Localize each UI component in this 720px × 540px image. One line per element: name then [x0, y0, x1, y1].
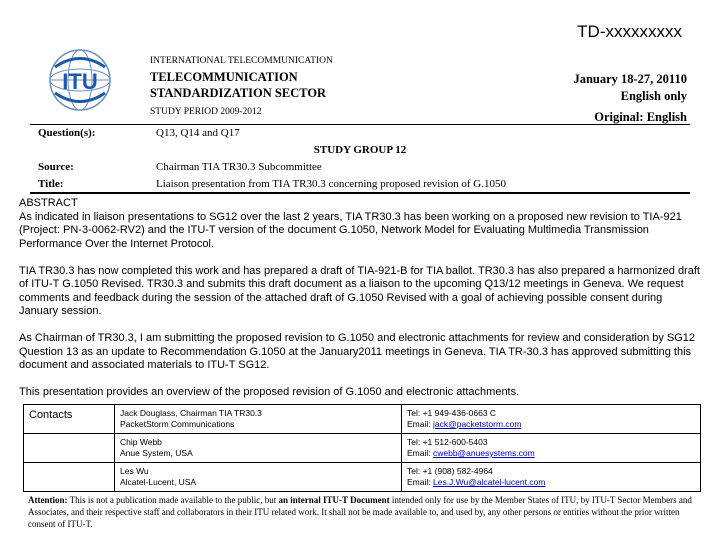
- abstract-paragraph-2: TIA TR30.3 has now completed this work and has prepared a draft of TIA-921-B for TIA ballot. TR30.3 has also prepared a harmonized draft of ITU-T G.1050 Revised. TR30.3 and submits this draft document as a liaison to the upcoming Q13/12 meetings in Geneva. We request comments and feedback during the session of the attached draft of G.1050 Revised with a goal of achieving possible consent during January session.: [19, 264, 700, 317]
- contact-row: [24, 405, 701, 434]
- contacts-table: [23, 404, 701, 492]
- title-label: Title:: [38, 178, 64, 190]
- abstract-paragraph-4: This presentation provides an overview of the proposed revision of G.1050 and electronic attachments.: [19, 386, 520, 398]
- sector-name-line2: STANDARDIZATION SECTOR: [150, 86, 327, 100]
- contact-identity: [115, 463, 402, 492]
- contact-details: [402, 434, 701, 463]
- attention-text-2: intended only for use by the Member States of ITU, by ITU-T Sector Members and Associates, and their respective staff and collaborators in their ITU related work. It shall not be made available to, and used by, any other persons or entities without the prior written consent of ITU-T.: [28, 495, 692, 529]
- contact-organization: PacketStorm Communications: [120, 419, 235, 429]
- abstract-paragraph-1: As indicated in liaison presentations to SG12 over the last 2 years, TIA TR30.3 has been working on a proposed new revision to TIA-921 (Project: PN-3-0062-RV2) and the ITU-T version of the document G.1050, Network Model for Evaluating Multimedia Transmission Performance Over the Internet Protocol.: [19, 210, 682, 250]
- document-number: TD-xxxxxxxxx: [577, 22, 682, 41]
- contact-identity: [115, 434, 402, 463]
- contact-email-link[interactable]: Les.J.Wu@alcatel-lucent.com: [432, 477, 546, 487]
- contact-details: [402, 405, 701, 434]
- study-period: STUDY PERIOD 2009-2012: [150, 107, 262, 117]
- email-label: Email:: [407, 419, 433, 429]
- source-label: Source:: [38, 161, 74, 173]
- abstract-paragraph-3: As Chairman of TR30.3, I am submitting the proposed revision to G.1050 and electronic attachments for review and consideration by SG12 Question 13 as an update to Recommendation G.1050 at the January2011 meetings in Geneva. TIA TR-30.3 has approved submitting this document and associated materials to ITU-T SG12.: [19, 332, 696, 371]
- contact-details: [402, 463, 701, 492]
- organization-name: INTERNATIONAL TELECOMMUNICATION: [150, 56, 333, 66]
- title-value: Liaison presentation from TIA TR30.3 concerning proposed revision of G.1050: [156, 178, 507, 190]
- sector-name-line1: TELECOMMUNICATION: [150, 70, 298, 84]
- abstract-heading: ABSTRACT: [19, 197, 78, 209]
- itu-logo: [45, 45, 115, 115]
- abstract-section: [19, 197, 703, 413]
- contact-organization: Alcatel-Lucent, USA: [120, 477, 197, 487]
- language-note: English only: [620, 89, 687, 103]
- contact-phone: Tel: +1 949-436-0663 C: [407, 408, 497, 418]
- study-group-title: STUDY GROUP 12: [313, 144, 407, 156]
- attention-text-1: This is not a publication made available to the public, but: [67, 495, 279, 505]
- contact-phone: Tel: +1 512-600-5403: [407, 437, 488, 447]
- header-divider: [30, 124, 690, 125]
- contact-name: Chip Webb: [120, 437, 162, 447]
- contact-email-link[interactable]: cwebb@anuesystems.com: [432, 448, 535, 458]
- logo-wordmark: ITU: [62, 69, 98, 94]
- contact-identity: [115, 405, 402, 434]
- contact-row: [24, 463, 701, 492]
- contacts-label-empty: [24, 463, 115, 492]
- contact-name: Les Wu: [120, 466, 149, 476]
- contact-row: [24, 434, 701, 463]
- contact-phone: Tel: +1 (908) 582-4964: [407, 466, 493, 476]
- meta-divider: [30, 192, 690, 194]
- attention-emphasis: an internal ITU-T Document: [278, 495, 390, 505]
- attention-notice: [28, 494, 692, 530]
- attention-label: Attention:: [28, 495, 68, 505]
- contact-organization: Anue System, USA: [120, 448, 193, 458]
- contact-name: Jack Douglass, Chairman TIA TR30.3: [120, 408, 262, 418]
- meeting-date: January 18-27, 20110: [573, 72, 687, 86]
- source-value: Chairman TIA TR30.3 Subcommittee: [156, 161, 322, 173]
- contacts-label: Contacts: [24, 405, 115, 434]
- email-label: Email:: [407, 477, 433, 487]
- contacts-label-empty: [24, 434, 115, 463]
- email-label: Email:: [407, 448, 433, 458]
- question-value: Q13, Q14 and Q17: [156, 127, 240, 139]
- contact-email-link[interactable]: jack@packetstorm.com: [432, 419, 522, 429]
- original-language: Original: English: [594, 110, 687, 124]
- question-label: Question(s):: [38, 127, 96, 139]
